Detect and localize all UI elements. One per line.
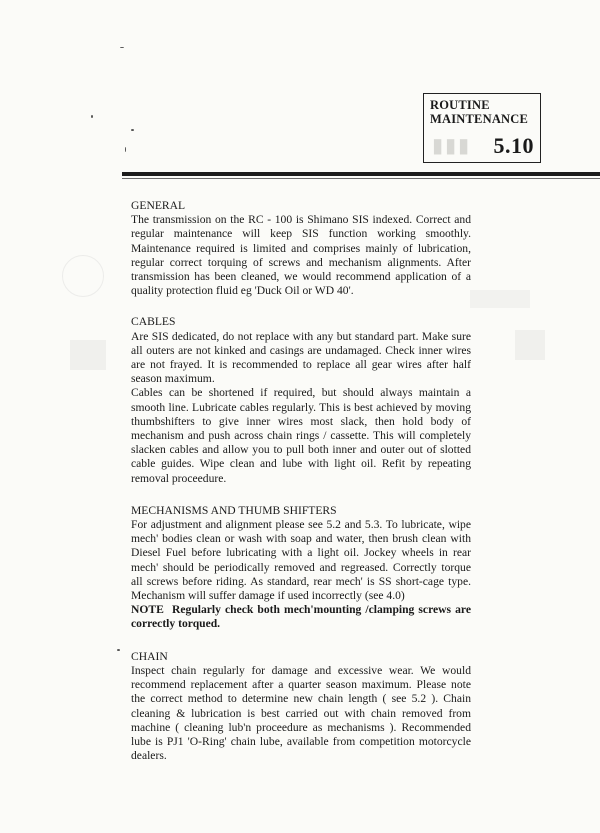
cables-body-2: Cables can be shortened if required, but should always maintain a smooth line. Lubricate cables regularly. This is best achieved by moving thumbshifters to give inner wires most slack, then hold body of mechanism and push across chain rings / cassette. This will completely slacken cables and allow you to pull both inner and outer out of slotted cable guides. Wipe clean and lube with light oil. Refit by repeating removal proceedure. bbox=[131, 386, 471, 485]
scan-speck bbox=[120, 47, 124, 48]
general-body: The transmission on the RC - 100 is Shimano SIS indexed. Correct and regular maintenance will keep SIS function working smoothly. Maintenance required is limited and comprises mainly of lubrication, regular correct torquing of screws and mechanism alignments. After transmission has been cleaned, we would recommend application of a quality protection fluid eg 'Duck Oil or WD 40'. bbox=[131, 213, 471, 298]
section-title-line1: ROUTINE bbox=[430, 98, 490, 112]
heading-chain: CHAIN bbox=[131, 649, 168, 663]
scan-speck bbox=[125, 147, 126, 152]
mechanisms-body: For adjustment and alignment please see 5.2 and 5.3. To lubricate, wipe mech' bodies clean or wash with soap and water, then brush clean with Diesel Fuel before lubricating with a light oil. Jockey wheels in rear mech' should be periodically removed and regreased. Correctly torque all screws before riding. As standard, rear mech' is SS short-cage type. Mechanism will suffer damage if used incorrectly (see 4.0) bbox=[131, 518, 471, 603]
header-rule-thin bbox=[122, 178, 600, 179]
scan-speck bbox=[131, 129, 134, 131]
section-title bbox=[430, 98, 528, 126]
bleed-through-mark bbox=[515, 330, 545, 360]
section-title-line2: MAINTENANCE bbox=[430, 112, 529, 126]
heading-mechanisms: MECHANISMS AND THUMB SHIFTERS bbox=[131, 503, 337, 517]
header-rule bbox=[122, 172, 600, 176]
note-label: NOTE bbox=[131, 603, 164, 617]
section-general bbox=[131, 199, 471, 298]
scan-speck bbox=[91, 115, 93, 118]
page-content bbox=[131, 199, 471, 772]
heading-cables: CABLES bbox=[131, 315, 176, 329]
heading-general: GENERAL bbox=[131, 199, 186, 212]
bleed-through-mark: ▮▮▮ bbox=[432, 135, 472, 157]
bleed-through-mark bbox=[70, 340, 106, 370]
cables-body-1: Are SIS dedicated, do not replace with any but standard part. Make sure all outers are not kinked and casings are undamaged. Check inner wires are not frayed. It is recommended to replace all gear wires after half season maximum. bbox=[131, 329, 471, 386]
mechanisms-note bbox=[131, 603, 471, 631]
section-cables bbox=[131, 315, 471, 485]
section-number: 5.10 bbox=[493, 133, 534, 158]
section-header-box bbox=[423, 93, 541, 163]
note-text: Regularly check both mech'mounting /clamping screws are correctly torqued. bbox=[131, 603, 471, 631]
scan-speck bbox=[117, 649, 120, 651]
bleed-through-mark bbox=[470, 290, 530, 308]
section-mechanisms bbox=[131, 504, 471, 632]
section-chain bbox=[131, 650, 471, 764]
chain-body: Inspect chain regularly for damage and excessive wear. We would recommend replacement after a quarter season maximum. Please note the correct method to determine new chain length ( see 5.2 ). Chain cleaning & lubrication is best carried out with chain removed from machine ( cleaning lub'n proceedure as mechanisms ). Recommended lube is PJ1 'O-Ring' chain lube, available from competition motorcycle dealers. bbox=[131, 663, 471, 763]
bleed-through-mark bbox=[62, 255, 104, 297]
